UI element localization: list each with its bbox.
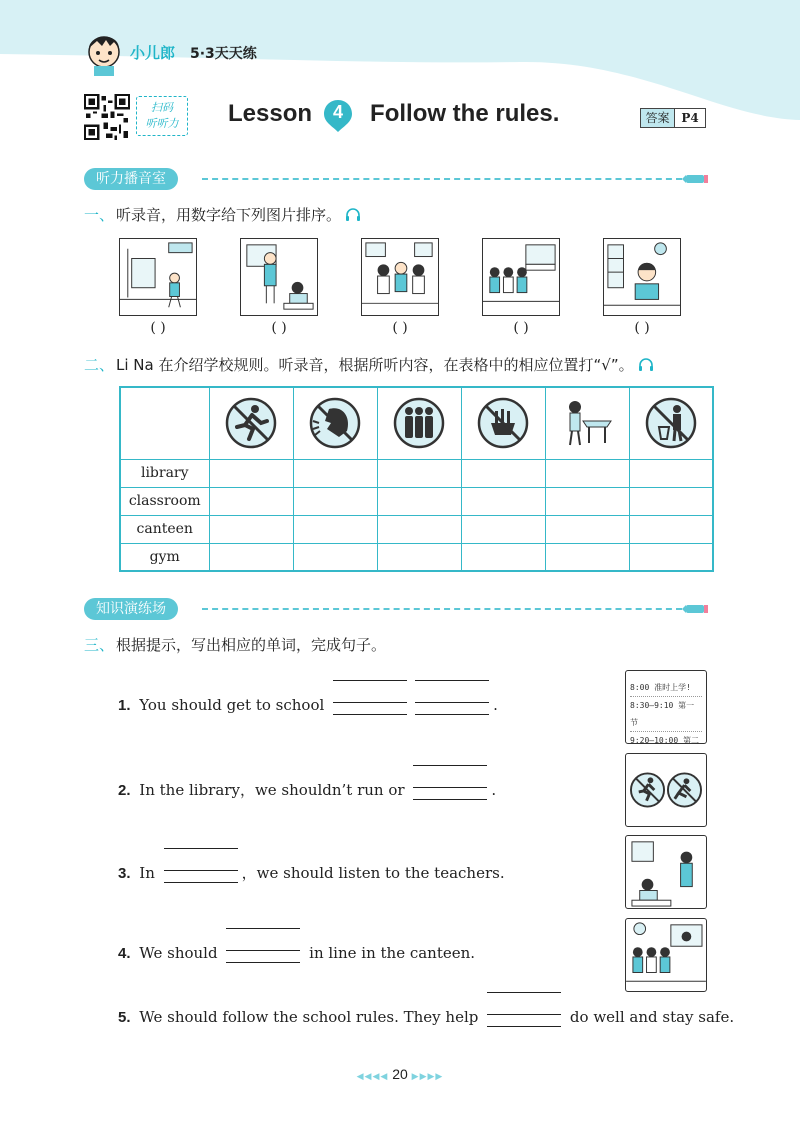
sentence-4	[118, 944, 475, 964]
lesson-name: Follow the rules.	[370, 100, 560, 127]
sentence-text-before: We should follow the school rules. They help	[139, 1008, 479, 1026]
q1-title	[84, 204, 361, 225]
row-label-library: library	[120, 459, 209, 487]
row-label-canteen: canteen	[120, 515, 209, 543]
sentence-number: 4.	[118, 945, 131, 962]
no-running-cell	[209, 387, 293, 459]
q2-title	[84, 354, 654, 375]
no-shouting-icon	[305, 393, 365, 453]
picture-line-canteen	[482, 238, 560, 316]
hint-classroom-teacher	[625, 835, 707, 909]
sentence-text-before: In	[139, 864, 155, 882]
check-cell[interactable]	[377, 487, 461, 515]
headphone-icon[interactable]	[345, 207, 361, 223]
section-divider	[202, 608, 682, 610]
row-label-classroom: classroom	[120, 487, 209, 515]
sentence-text-after: ，we should listen to the teachers.	[241, 864, 505, 882]
page-number-text: 20	[392, 1066, 408, 1082]
q2-number: 二、	[84, 356, 115, 374]
left-arrows-icon: ◀◀◀◀	[356, 1071, 389, 1081]
check-cell[interactable]	[377, 515, 461, 543]
schedule-line-3: 9:20—10:00 第二	[630, 732, 702, 767]
table-row-canteen	[120, 515, 713, 543]
lesson-number: 4	[333, 102, 344, 122]
section-divider	[202, 178, 682, 180]
clean-desk-cell	[545, 387, 629, 459]
answer-paren-3[interactable]: ( )	[392, 320, 408, 336]
check-cell[interactable]	[545, 487, 629, 515]
check-cell[interactable]	[545, 515, 629, 543]
rules-table	[119, 386, 714, 572]
check-cell[interactable]	[461, 459, 545, 487]
table-row-library	[120, 459, 713, 487]
check-cell[interactable]	[545, 543, 629, 571]
scan-label-line1: 扫码	[151, 101, 173, 114]
table-row-gym	[120, 543, 713, 571]
pencil-icon	[682, 172, 708, 186]
sentence-3	[118, 862, 505, 884]
q3-title	[84, 634, 386, 655]
practice-section-bar	[84, 598, 708, 620]
q2-text: Li Na 在介绍学校规则。听录音，根据所听内容，在表格中的相应位置打“√”。	[116, 356, 634, 374]
page-number	[340, 1066, 460, 1082]
check-cell[interactable]	[293, 515, 377, 543]
right-arrows-icon: ▶▶▶▶	[411, 1071, 444, 1081]
q1-number: 一、	[84, 206, 115, 224]
hint-schedule	[625, 670, 707, 744]
check-cell[interactable]	[461, 515, 545, 543]
sentence-1	[118, 696, 498, 716]
no-running-icon	[221, 393, 281, 453]
no-eating-icon	[473, 393, 533, 453]
check-cell[interactable]	[629, 515, 713, 543]
answer-page-tag[interactable]	[640, 108, 706, 128]
check-cell[interactable]	[629, 543, 713, 571]
schedule-line-2: 8:30—9:10 第一节	[630, 697, 702, 732]
lesson-number-badge	[322, 98, 354, 130]
check-cell[interactable]	[629, 487, 713, 515]
check-cell[interactable]	[209, 515, 293, 543]
q1-text: 听录音，用数字给下列图片排序。	[116, 206, 342, 224]
picture-teacher-classroom	[240, 238, 318, 316]
sentence-2	[118, 779, 496, 801]
answer-blank[interactable]	[413, 781, 487, 801]
listening-section-label: 听力播音室	[84, 168, 178, 190]
sentence-text-after: do well and stay safe.	[569, 1008, 735, 1026]
lesson-word: Lesson	[228, 100, 313, 127]
answer-label: 答案	[641, 109, 675, 127]
sentence-text-after: .	[493, 696, 498, 714]
answer-blank[interactable]	[164, 864, 238, 884]
row-label-gym: gym	[120, 543, 209, 571]
check-cell[interactable]	[545, 459, 629, 487]
answer-blank[interactable]	[226, 944, 300, 964]
listening-section-bar	[84, 168, 708, 190]
sentence-number: 3.	[118, 865, 131, 882]
answer-paren-2[interactable]: ( )	[271, 320, 287, 336]
answer-page: P4	[681, 111, 699, 125]
hint-no-running-shouting	[625, 753, 707, 827]
answer-blank[interactable]	[333, 696, 407, 716]
picture-kids-pointing	[361, 238, 439, 316]
qr-code-icon[interactable]	[84, 94, 130, 140]
headphone-icon[interactable]	[638, 357, 654, 373]
sentence-text-before: You should get to school	[139, 696, 325, 714]
sentence-number: 2.	[118, 782, 131, 799]
q3-number: 三、	[84, 636, 115, 654]
check-cell[interactable]	[209, 543, 293, 571]
clean-desk-icon	[557, 393, 617, 453]
check-cell[interactable]	[209, 487, 293, 515]
sentence-text-before: In the library，we shouldn’t run or	[139, 781, 405, 799]
answer-blank[interactable]	[415, 696, 489, 716]
picture-clock-hallway	[119, 238, 197, 316]
rules-icon-row	[120, 387, 713, 459]
sentence-number: 1.	[118, 697, 131, 714]
q3-text: 根据提示，写出相应的单词，完成句子。	[116, 636, 387, 654]
answer-paren-4[interactable]: ( )	[513, 320, 529, 336]
sentence-5	[118, 1008, 734, 1028]
brand	[82, 28, 272, 72]
check-cell[interactable]	[377, 459, 461, 487]
scan-label-line2: 听听力	[145, 117, 179, 130]
check-cell[interactable]	[293, 459, 377, 487]
check-cell[interactable]	[461, 487, 545, 515]
sentence-text-after: in line in the canteen.	[309, 944, 476, 962]
answer-paren-5[interactable]: ( )	[634, 320, 650, 336]
sentence-text-before: We should	[139, 944, 218, 962]
no-eating-cell	[461, 387, 545, 459]
check-cell[interactable]	[377, 543, 461, 571]
hint-canteen-line	[625, 918, 707, 992]
mascot-boy-icon	[82, 28, 126, 76]
picture-boy-reading-library	[603, 238, 681, 316]
answer-blank[interactable]	[487, 1008, 561, 1028]
schedule-line-1: 8:00 准时上学!	[630, 679, 702, 697]
pencil-icon	[682, 602, 708, 616]
check-cell[interactable]	[209, 459, 293, 487]
line-up-icon	[389, 393, 449, 453]
answer-paren-1[interactable]: ( )	[150, 320, 166, 336]
check-cell[interactable]	[293, 543, 377, 571]
brand-name: 小儿郎	[130, 44, 176, 62]
check-cell[interactable]	[461, 543, 545, 571]
no-littering-cell	[629, 387, 713, 459]
table-row-classroom	[120, 487, 713, 515]
practice-section-label: 知识演练场	[84, 598, 178, 620]
no-shouting-cell	[293, 387, 377, 459]
table-corner-cell	[120, 387, 209, 459]
check-cell[interactable]	[629, 459, 713, 487]
brand-series: 5·3天天练	[190, 46, 257, 62]
no-littering-icon	[641, 393, 701, 453]
line-up-cell	[377, 387, 461, 459]
scan-to-listen-label	[136, 96, 188, 136]
lesson-title	[228, 96, 559, 132]
sentence-text-after: .	[491, 781, 497, 799]
sentence-number: 5.	[118, 1009, 131, 1026]
check-cell[interactable]	[293, 487, 377, 515]
